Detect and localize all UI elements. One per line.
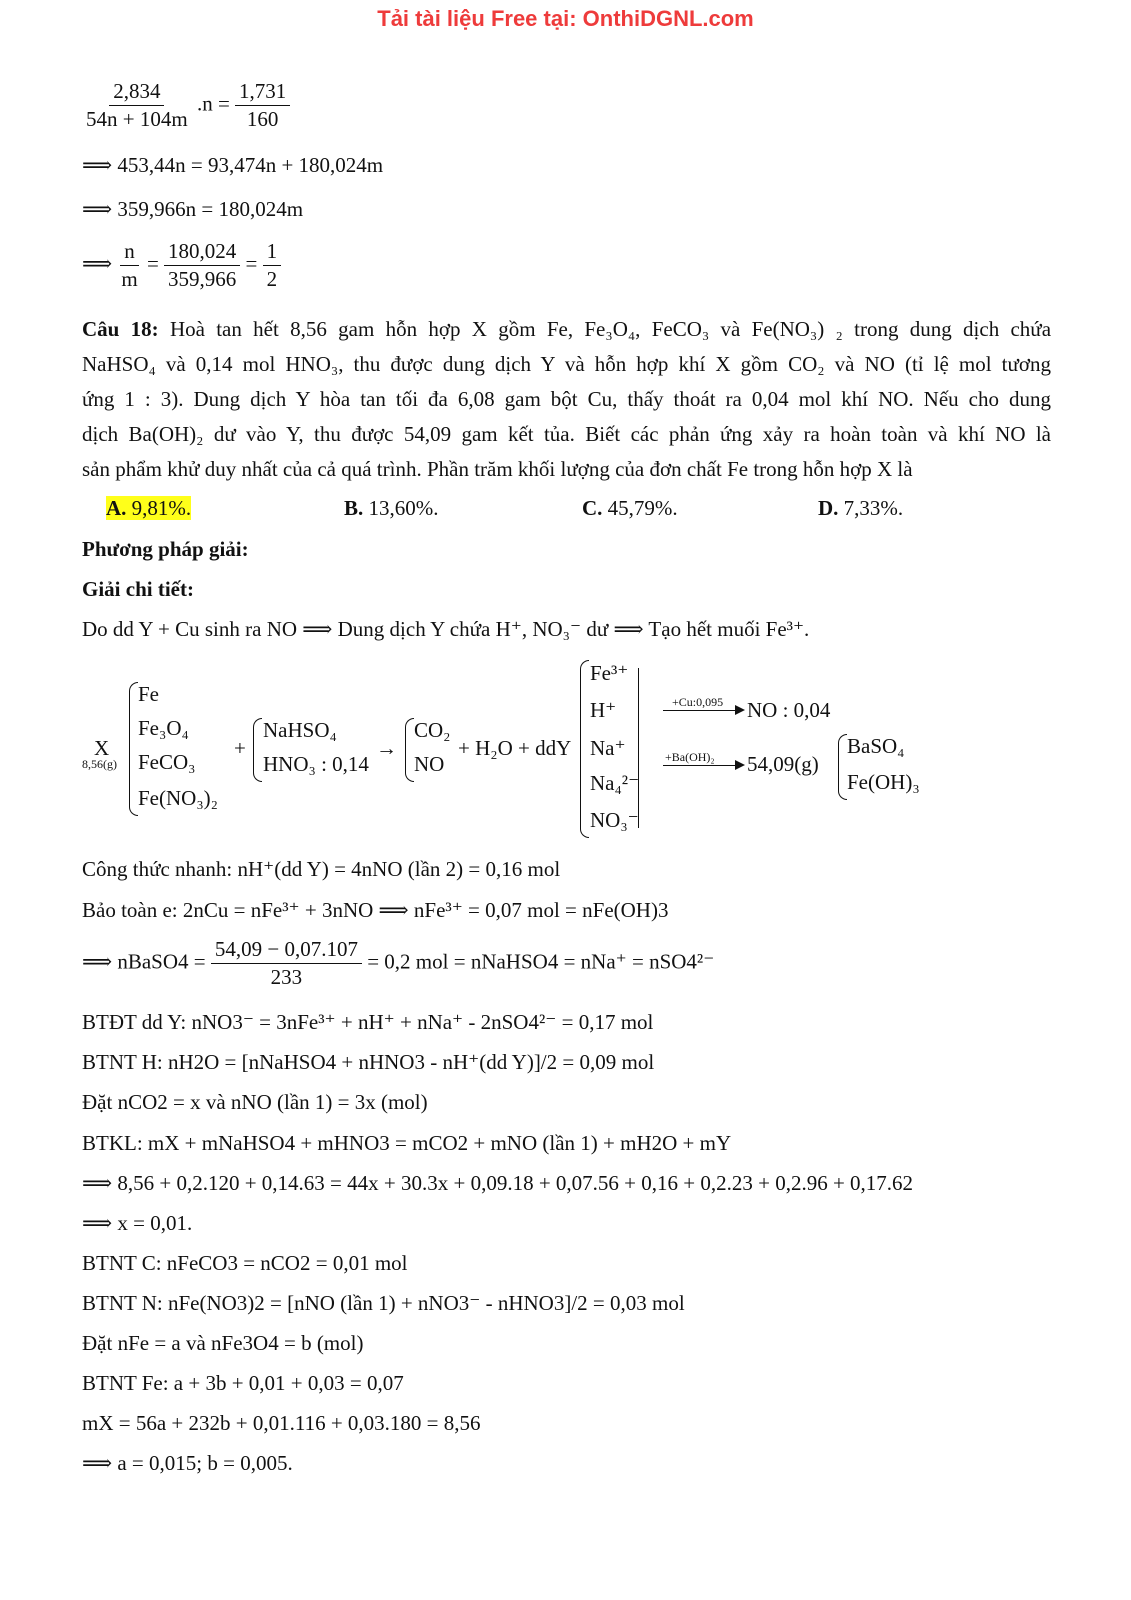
- equation-3: ⟹ 359,966n = 180,024m: [82, 197, 304, 221]
- scheme-middle: + H₂O + ddY: [458, 736, 572, 760]
- brace-x: [129, 682, 138, 816]
- divider: [638, 668, 639, 828]
- equation-1: $\frac{2,834}{54n + 104m}$ .n = $\frac{1,731}{160}$: [82, 80, 290, 131]
- step-line: BTNT N: nFe(NO3)2 = [nNO (lần 1) + nNO3⁻ - nHNO3]/2 = 0,03 mol: [82, 1291, 685, 1315]
- equation-4: ⟹ $\frac{n}{m}$ = $\frac{180,024}{359,966}$ = $\frac{1}{2}$: [82, 240, 281, 291]
- ppt-mass: 54,09(g): [747, 752, 819, 776]
- scheme-y-item: NO₃⁻: [590, 808, 639, 832]
- question-line-1: Câu 18: Hoà tan hết 8,56 gam hỗn hợp X gồm Fe, Fe₃O₄, FeCO₃ và Fe(NO₃) ₂ trong dung dịch chứa: [82, 317, 1052, 341]
- question-line-4: dịch Ba(OH)₂ dư vào Y, thu được 54,09 gam kết tủa. Biết các phản ứng xảy ra hoàn toàn và khí NO là: [82, 422, 1051, 446]
- brace-ppt: [838, 734, 847, 800]
- scheme-reagent: NaHSO₄: [263, 718, 337, 742]
- step-line: ⟹ a = 0,015; b = 0,005.: [82, 1451, 293, 1475]
- step-line: Đặt nCO2 = x và nNO (lần 1) = 3x (mol): [82, 1090, 428, 1114]
- equation-2: ⟹ 453,44n = 93,474n + 180,024m: [82, 153, 384, 177]
- scheme-x-item: Fe(NO₃)₂: [138, 786, 218, 810]
- step-line: Công thức nhanh: nH⁺(dd Y) = 4nNO (lần 2) = 0,16 mol: [82, 857, 561, 881]
- baso4-line: ⟹ nBaSO4 = $\frac{54,09 - 0,07.107}{233}$ = 0,2 mol = nNaHSO4 = nNa⁺ = nSO4²⁻: [82, 937, 715, 990]
- ba-label: +Ba(OH)₂: [665, 750, 715, 764]
- ppt-item: Fe(OH)₃: [847, 770, 920, 794]
- scheme-y-item: Na⁺: [590, 736, 626, 760]
- scheme-y-item: Fe³⁺: [590, 661, 629, 685]
- scheme-x-item: Fe: [138, 682, 159, 706]
- question-line-5: sản phẩm khử duy nhất của cả quá trình. Phần trăm khối lượng của đơn chất Fe trong hỗn hợp X là: [82, 457, 913, 481]
- question-line-3: ứng 1 : 3). Dung dịch Y hòa tan tối đa 6,08 gam bột Cu, thấy thoát ra 0,04 mol khí NO. Nếu cho dung: [82, 387, 1051, 411]
- scheme-gas: CO₂: [414, 718, 451, 742]
- detail-heading: Giải chi tiết:: [82, 577, 194, 601]
- step-line: BTNT Fe: a + 3b + 0,01 + 0,03 = 0,07: [82, 1371, 404, 1395]
- option-c[interactable]: C. 45,79%.: [582, 496, 678, 520]
- question-line-2: NaHSO₄ và 0,14 mol HNO₃, thu được dung dịch Y và hỗn hợp khí X gồm CO₂ và NO (tỉ lệ mol tương: [82, 352, 1051, 376]
- brace-reagents: [253, 718, 262, 782]
- step-line: ⟹ 8,56 + 0,2.120 + 0,14.63 = 44x + 30.3x + 0,09.18 + 0,07.56 + 0,16 + 0,2.23 + 0,2.96 + 0,17.62: [82, 1171, 914, 1195]
- ppt-item: BaSO₄: [847, 734, 905, 758]
- cu-label: +Cu:0,095: [672, 695, 724, 709]
- step-line: Bảo toàn e: 2nCu = nFe³⁺ + 3nNO ⟹ nFe³⁺ = 0,07 mol = nFe(OH)3: [82, 898, 669, 922]
- scheme-x-item: FeCO₃: [138, 750, 196, 774]
- step-line: BTĐT dd Y: nNO3⁻ = 3nFe³⁺ + nH⁺ + nNa⁺ - 2nSO4²⁻ = 0,17 mol: [82, 1010, 654, 1034]
- scheme-y-item: Na₄²⁻: [590, 771, 640, 795]
- site-header: Tải tài liệu Free tại: OnthiDGNL.com: [377, 6, 754, 31]
- step-line: mX = 56a + 232b + 0,01.116 + 0,03.180 = 8,56: [82, 1411, 481, 1435]
- scheme-gas: NO: [414, 752, 445, 776]
- ba-arrow: [663, 765, 743, 766]
- step-line: BTNT C: nFeCO3 = nCO2 = 0,01 mol: [82, 1251, 408, 1275]
- step-line: Đặt nFe = a và nFe3O4 = b (mol): [82, 1331, 364, 1355]
- intro-line: Do dd Y + Cu sinh ra NO ⟹ Dung dịch Y chứa H⁺, NO₃⁻ dư ⟹ Tạo hết muối Fe³⁺.: [82, 617, 810, 641]
- scheme-plus: +: [234, 736, 246, 760]
- scheme-arrow: →: [376, 736, 397, 760]
- scheme-reagent: HNO₃ : 0,14: [263, 752, 369, 776]
- option-a[interactable]: A. 9,81%.: [106, 496, 192, 520]
- scheme-y-item: H⁺: [590, 698, 617, 722]
- step-line: ⟹ x = 0,01.: [82, 1211, 193, 1235]
- brace-y: [580, 660, 589, 838]
- method-heading: Phương pháp giải:: [82, 537, 249, 561]
- scheme-x-item: Fe₃O₄: [138, 716, 189, 740]
- step-line: BTNT H: nH2O = [nNaHSO4 + nHNO3 - nH⁺(dd Y)]/2 = 0,09 mol: [82, 1050, 655, 1074]
- step-line: BTKL: mX + mNaHSO4 + mHNO3 = mCO2 + mNO (lần 1) + mH2O + mY: [82, 1131, 732, 1155]
- scheme-x-label: X: [94, 736, 110, 760]
- cu-arrow: [663, 710, 743, 711]
- no-result: NO : 0,04: [747, 698, 831, 722]
- option-d[interactable]: D. 7,33%.: [818, 496, 904, 520]
- brace-gases: [405, 718, 414, 782]
- option-b[interactable]: B. 13,60%.: [344, 496, 439, 520]
- scheme-x-mass: 8,56(g): [82, 757, 117, 771]
